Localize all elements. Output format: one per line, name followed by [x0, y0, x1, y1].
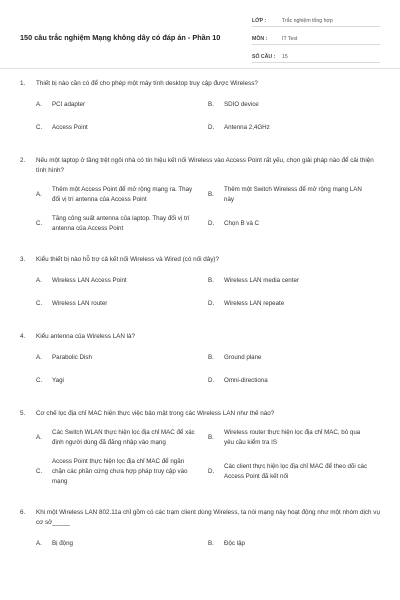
- option-letter: C.: [36, 124, 43, 131]
- option-text: Các Switch WLAN thực hiện lọc địa chỉ MAC để xác định người dùng đã đăng nhập vào mạng: [52, 429, 195, 446]
- option-b: [208, 351, 380, 365]
- option-text: Access Point: [52, 124, 88, 131]
- option-letter: B.: [208, 540, 214, 547]
- option-text: Tăng công suất antenna của laptop. Thay đổi vị trí antenna của Access Point: [52, 215, 190, 232]
- options: [20, 185, 380, 243]
- option-text: Bị động: [52, 540, 73, 547]
- option-letter: D.: [208, 124, 215, 131]
- option-text: Thêm một Switch Wireless để mở rộng mạng LAN này: [224, 186, 362, 203]
- option-letter: B.: [208, 354, 214, 361]
- option-letter: A.: [36, 277, 42, 284]
- meta-label: MÔN :: [252, 36, 268, 42]
- meta-value: Trắc nghiệm tổng hợp: [282, 18, 333, 24]
- option-letter: B.: [208, 434, 214, 441]
- option-text: Các client thực hiện lọc địa chỉ MAC để theo dõi các Access Point đã kết nối: [224, 463, 368, 480]
- question-list: [0, 79, 400, 572]
- options: [20, 537, 380, 560]
- question-text: Cơ chế lọc địa chỉ MAC hiện thực việc bảo mật trong các Wireless LAN như thế nào?: [36, 410, 275, 417]
- question-text: Kiểu antenna của Wireless LAN là?: [36, 333, 136, 340]
- question-number: 4.: [20, 333, 26, 340]
- question-number: 3.: [20, 256, 26, 263]
- option-b: [208, 274, 380, 288]
- option-a: [36, 98, 208, 112]
- meta-value: IT Test: [282, 36, 298, 42]
- option-text: Wireless router thực hiện lọc địa chỉ MAC, bỏ qua yêu cầu kiểm tra IS: [224, 429, 361, 446]
- option-text: Antenna 2,4GHz: [224, 124, 270, 131]
- option-d: [208, 121, 380, 135]
- option-text: SDIO device: [224, 101, 259, 108]
- option-a: [36, 428, 208, 448]
- option-d: [208, 374, 380, 388]
- question-number: 5.: [20, 410, 26, 417]
- option-b: [208, 428, 380, 448]
- option-c: [36, 121, 208, 135]
- meta-row-count: [252, 48, 380, 63]
- option-letter: A.: [36, 101, 42, 108]
- meta-row-class: [252, 12, 380, 27]
- option-text: Wireless LAN repeate: [224, 300, 285, 307]
- option-text: Wireless LAN Access Point: [52, 277, 127, 284]
- option-text: Độc lập: [224, 540, 245, 547]
- option-letter: D.: [208, 300, 215, 307]
- option-letter: C.: [36, 377, 43, 384]
- option-text: Omni-directiona: [224, 377, 268, 384]
- question-5: [0, 409, 400, 496]
- option-letter: A.: [36, 540, 42, 547]
- question-4: [0, 332, 400, 397]
- question-3: [0, 255, 400, 320]
- page-title: 150 câu trắc nghiệm Mạng không dây có đáp án - Phần 10: [20, 33, 221, 42]
- question-number: 2.: [20, 157, 26, 164]
- option-letter: D.: [208, 220, 215, 227]
- question-2: [0, 156, 400, 243]
- option-text: Chọn B và C: [224, 220, 260, 227]
- option-text: Parabolic Dish: [52, 354, 92, 361]
- options: [20, 351, 380, 397]
- question-text: Nếu một laptop ở tầng trệt ngôi nhà có tín hiệu kết nối Wireless vào Access Point rất yếu, chọn giải pháp nào để cải thiện tình hình?: [36, 157, 374, 174]
- option-letter: B.: [208, 101, 214, 108]
- question-6: [0, 508, 400, 560]
- option-a: [36, 185, 208, 205]
- option-text: Yagi: [52, 377, 64, 384]
- question-number: 1.: [20, 80, 26, 87]
- header-divider: [0, 68, 400, 69]
- question-text: Kiểu thiết bị nào hỗ trợ cả kết nối Wireless và Wired (có nối dây)?: [36, 256, 219, 263]
- option-text: Access Point thực hiện lọc địa chỉ MAC để ngăn chặn các phần cứng chưa hợp pháp truy cập vào mạng: [52, 458, 188, 485]
- option-text: Ground plane: [224, 354, 262, 361]
- options: [20, 98, 380, 144]
- option-b: [208, 537, 380, 551]
- options: [20, 274, 380, 320]
- option-letter: A.: [36, 191, 42, 198]
- meta-info: [252, 12, 380, 66]
- option-b: [208, 185, 380, 205]
- option-d: [208, 457, 380, 487]
- question-text: Thiết bị nào cần có để cho phép một máy tính desktop truy cập được Wireless?: [36, 80, 258, 87]
- option-letter: C.: [36, 300, 43, 307]
- option-a: [36, 537, 208, 551]
- question-number: 6.: [20, 509, 26, 516]
- option-text: Wireless LAN media center: [224, 277, 299, 284]
- option-text: Thêm một Access Point để mở rộng mạng ra. Thay đổi vị trí antenna của Access Point: [52, 186, 193, 203]
- option-a: [36, 351, 208, 365]
- meta-row-subject: [252, 30, 380, 45]
- option-letter: C.: [36, 468, 43, 475]
- option-b: [208, 98, 380, 112]
- option-letter: B.: [208, 277, 214, 284]
- meta-label: SỐ CÂU :: [252, 54, 276, 60]
- question-1: [0, 79, 400, 144]
- option-letter: C.: [36, 220, 43, 227]
- option-d: [208, 214, 380, 234]
- option-letter: B.: [208, 191, 214, 198]
- option-c: [36, 457, 208, 487]
- option-c: [36, 214, 208, 234]
- option-a: [36, 274, 208, 288]
- option-letter: D.: [208, 377, 215, 384]
- option-letter: A.: [36, 354, 42, 361]
- option-letter: A.: [36, 434, 42, 441]
- meta-value: 15: [282, 54, 288, 60]
- question-text: Khi một Wireless LAN 802.11a chỉ gồm có các trạm client dùng Wireless, ta nói mạng này hoạt động như một nhóm dịch vụ cơ sở_____: [36, 509, 380, 526]
- document-header: [0, 0, 400, 70]
- options: [20, 428, 380, 496]
- option-letter: D.: [208, 468, 215, 475]
- option-c: [36, 297, 208, 311]
- meta-label: LỚP :: [252, 18, 267, 24]
- option-text: Wireless LAN router: [52, 300, 108, 307]
- option-text: PCI adapter: [52, 101, 86, 108]
- option-c: [36, 374, 208, 388]
- option-d: [208, 297, 380, 311]
